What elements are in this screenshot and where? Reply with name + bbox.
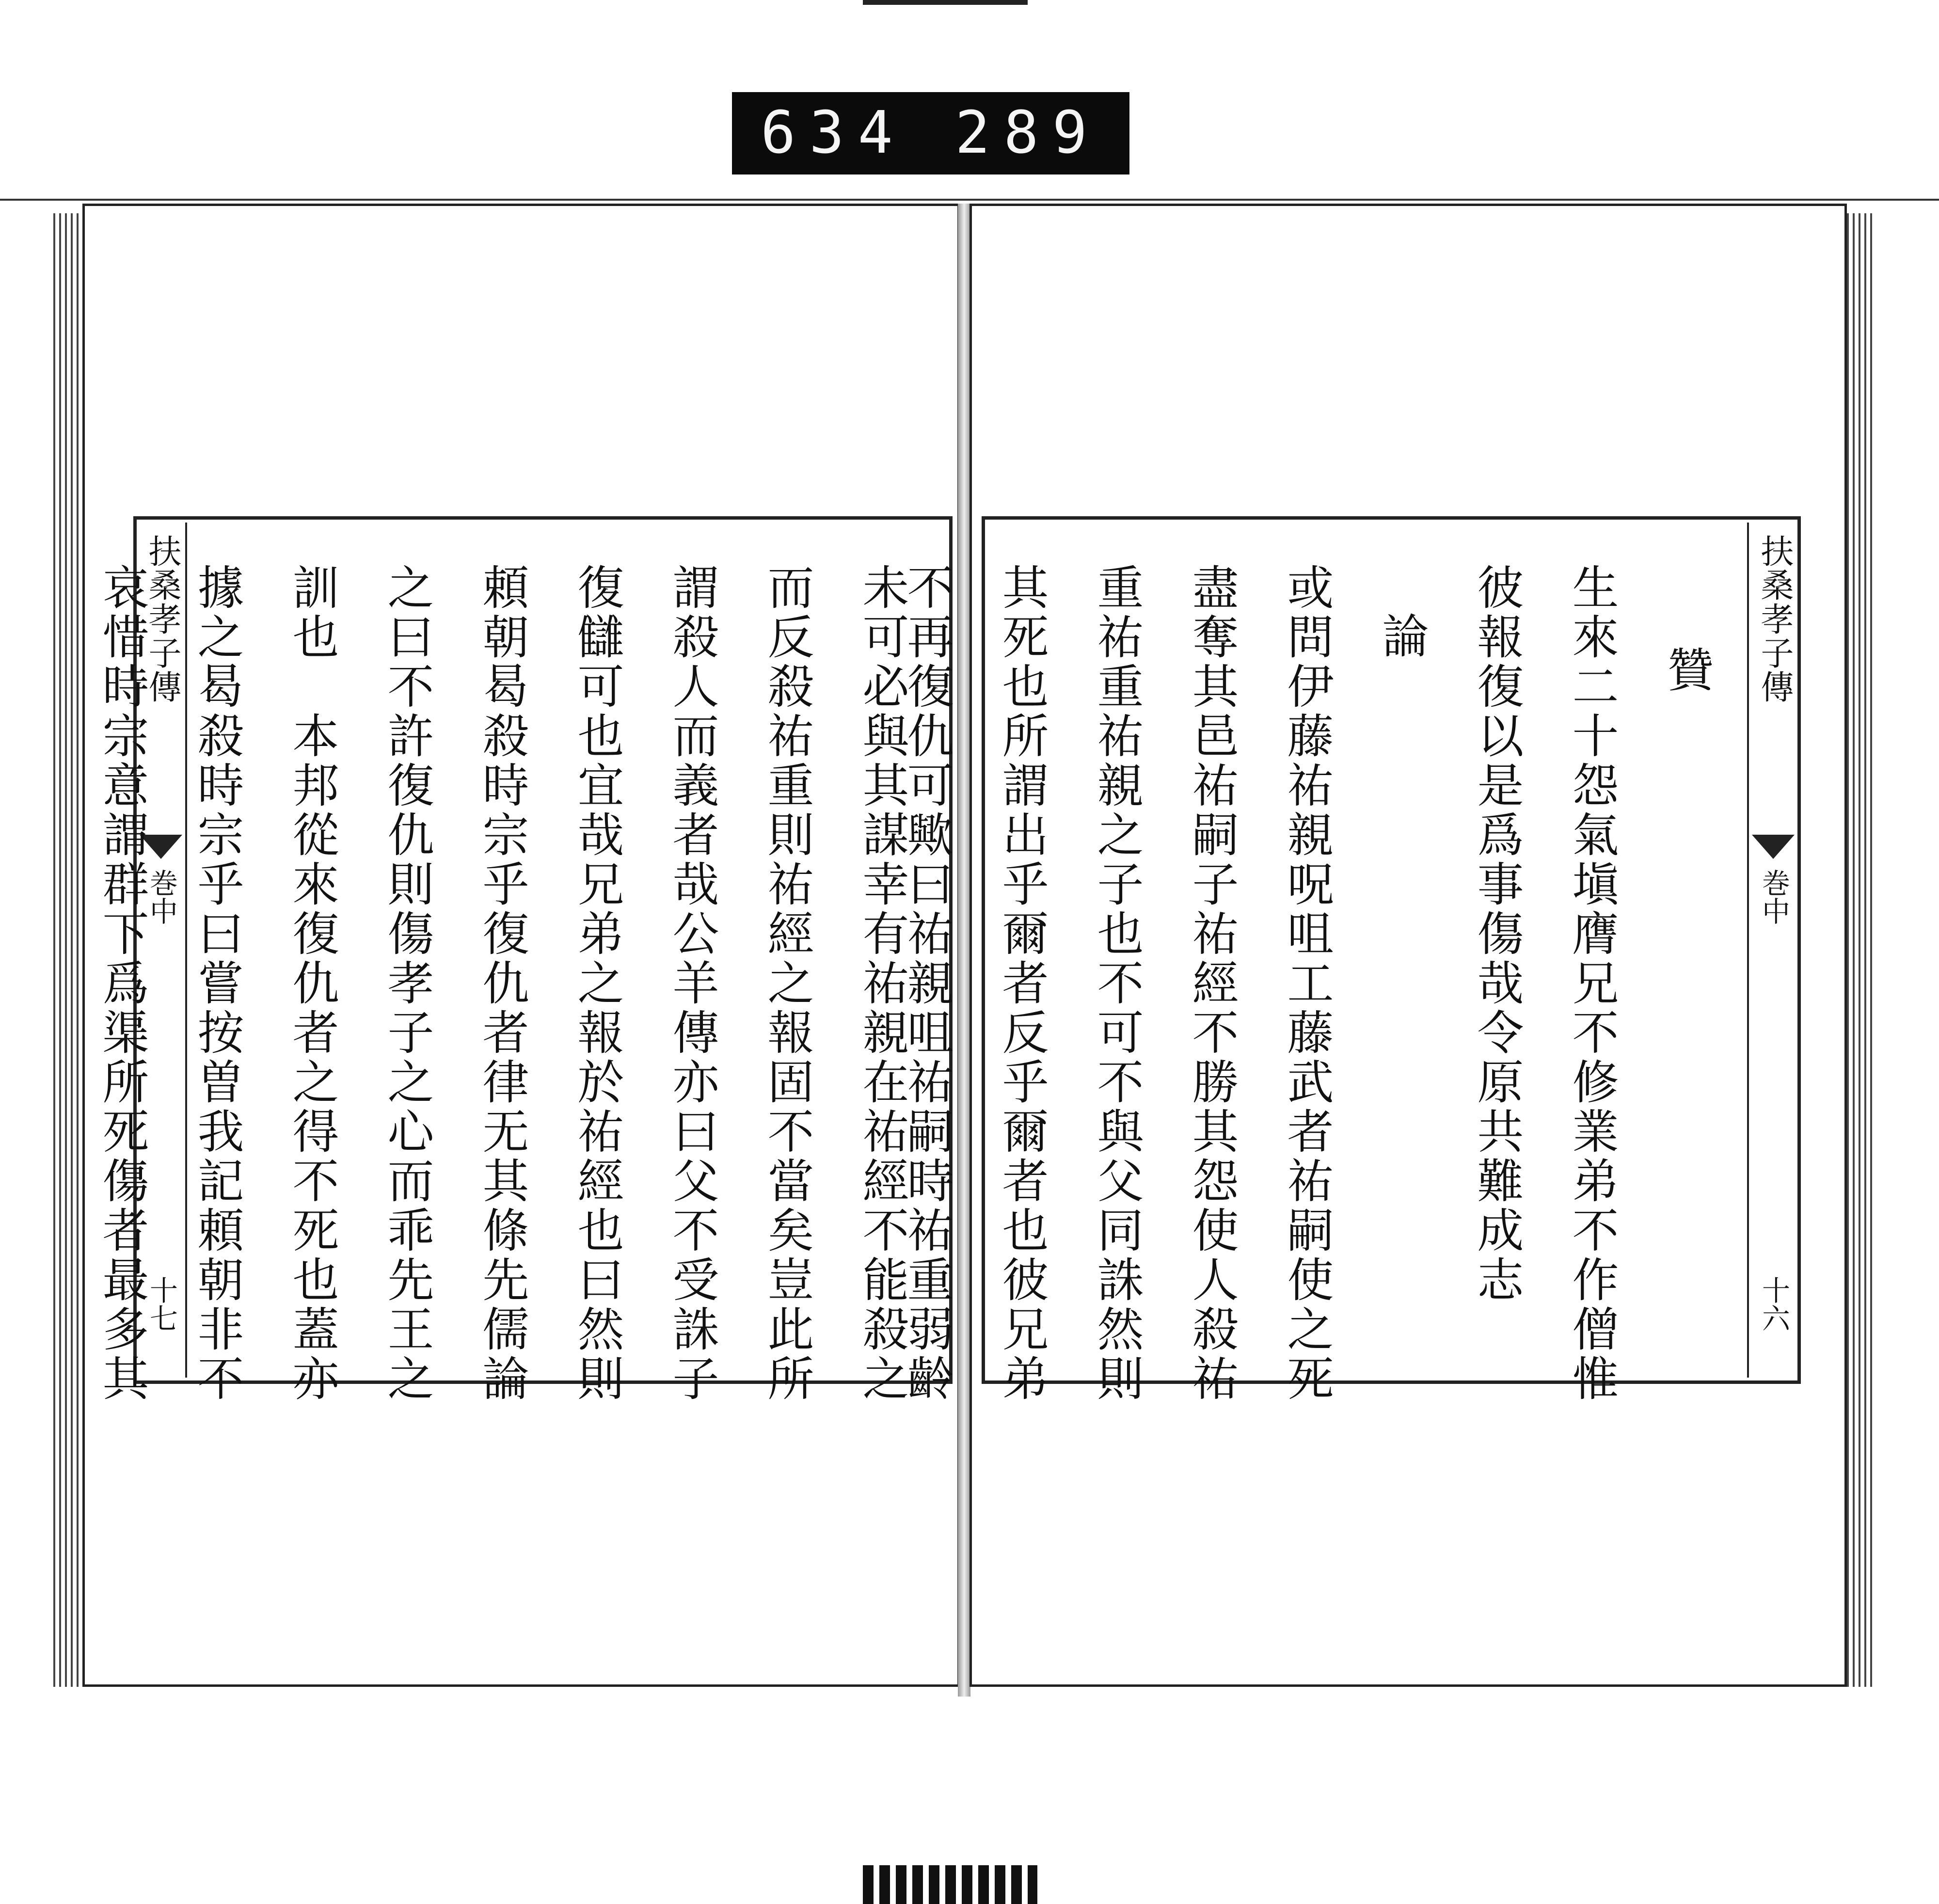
text-column: 而反殺祐重則祐經之報固不當矣豈此所 (760, 563, 814, 1404)
text-column: 盡奪其邑祐嗣子祐經不勝其怨使人殺祐 (1185, 563, 1239, 1404)
text-column: 謂殺人而義者哉公羊傳亦曰父不受誅子 (665, 563, 719, 1404)
section-heading-zan: 贊 (1660, 646, 1714, 695)
right-fishtail-icon (1752, 835, 1795, 859)
right-banxin-title: 扶桑孝子傳 (1755, 534, 1794, 704)
text-column: 之曰不許復仇則傷孝子之心而乖先王之 (380, 563, 434, 1404)
page-stack-edge-right (1847, 213, 1876, 1687)
book-spread (53, 204, 1876, 1697)
scanner-clip-bottom (863, 1865, 1037, 1904)
left-text-frame (95, 516, 953, 1404)
right-text-frame (900, 516, 1801, 1404)
text-column: 據之曷殺時宗乎曰嘗按曽我記頼朝非不 (190, 563, 244, 1404)
right-page (900, 204, 1847, 1687)
left-banxin-title: 扶桑孝子傳 (143, 534, 181, 704)
right-banxin (1749, 520, 1797, 1380)
left-banxin-volume: 巻中 (145, 869, 178, 925)
text-column: 未可必與其謀幸有祐親在祐經不能殺之 (855, 563, 909, 1404)
text-column: 復讎可也宜哉兄弟之報於祐經也曰然則 (570, 563, 624, 1404)
text-column: 重祐重祐親之子也不可不與父同誅然則 (1090, 563, 1144, 1404)
text-column: 哀惜時宗意謂群下爲渠所死傷者最多其 (95, 563, 149, 1404)
left-banxin-folio: 十七 (145, 1276, 178, 1332)
right-text-block (879, 563, 1734, 1404)
text-column: 不再復仇可歟曰祐親咀祐嗣時祐重弱齡 (900, 563, 954, 1404)
scanner-clip-top (863, 0, 1028, 5)
left-page (82, 204, 960, 1687)
text-column: 或問伊藤祐親呪咀工藤武者祐嗣使之死 (1280, 563, 1334, 1404)
text-column: 其死也所謂出乎爾者反乎爾者也彼兄弟 (995, 563, 1049, 1404)
call-number-label: 634 289 (732, 92, 1129, 175)
text-column: 生來二十怨氣塡膺兄不修業弟不作僧惟 (1565, 563, 1619, 1404)
text-column: 頼朝曷殺時宗乎復仇者律无其條先儒論 (475, 563, 529, 1404)
scan-edge-line (0, 199, 1939, 201)
right-banxin-volume: 巻中 (1757, 869, 1790, 925)
left-text-block (75, 563, 930, 1404)
text-column: 訓也 本邦從來復仇者之得不死也蓋亦 (285, 563, 339, 1404)
right-banxin-folio: 十六 (1757, 1276, 1790, 1332)
section-heading-ron: 論 (1375, 612, 1429, 661)
text-column: 彼報復以是爲事傷哉令原共難成志 (1470, 563, 1524, 1305)
